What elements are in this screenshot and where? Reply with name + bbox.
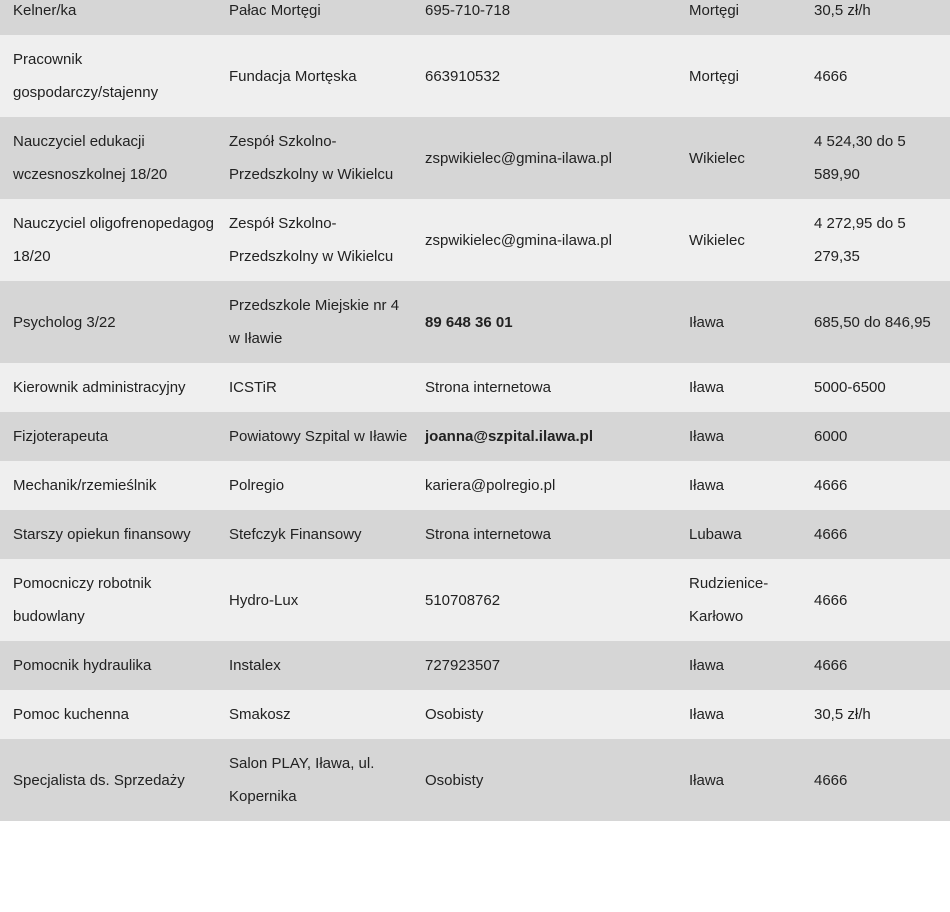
cell-position: Kierownik administracyjny [13,379,186,396]
cell-contact: Osobisty [425,706,484,723]
table-row [0,690,950,739]
cell-location: Rudzienice-Karłowo [689,575,769,625]
cell-location: Mortęgi [689,2,740,19]
cell-contact: Strona internetowa [425,379,551,396]
cell-position: Nauczyciel oligofrenopedagog 18/20 [13,215,214,265]
cell-employer: Stefczyk Finansowy [229,526,362,543]
cell-employer: Pałac Mortęgi [229,2,321,19]
table-row [0,510,950,559]
cell-location: Wikielec [689,149,745,167]
cell-position: Specjalista ds. Sprzedaży [13,771,185,789]
cell-location: Lubawa [689,526,742,543]
table-row [0,559,950,641]
cell-salary: 4666 [814,657,848,674]
cell-location: Iława [689,477,725,494]
cell-contact: 695-710-718 [425,2,511,19]
cell-salary: 4666 [814,526,848,543]
table-row [0,461,950,510]
table-row [0,363,950,412]
cell-employer: Przedszkole Miejskie nr 4 w Iławie [229,297,400,347]
cell-salary: 30,5 zł/h [814,706,871,723]
cell-position: Pomocnik hydraulika [13,657,152,674]
cell-position: Fizjoterapeuta [13,428,109,445]
cell-contact: Strona internetowa [425,526,551,543]
cell-salary: 5000-6500 [814,379,886,396]
table-row [0,412,950,461]
cell-contact: joanna@szpital.ilawa.pl [425,428,593,445]
cell-salary: 4666 [814,67,848,85]
cell-location: Iława [689,657,725,674]
cell-salary: 6000 [814,428,848,445]
cell-position: Mechanik/rzemieślnik [13,477,157,494]
table-row [0,0,950,35]
table-row [0,281,950,363]
cell-employer: Instalex [229,657,281,674]
cell-location: Iława [689,313,725,331]
cell-contact: Osobisty [425,771,484,789]
cell-position: Pomoc kuchenna [13,706,129,723]
cell-employer: Hydro-Lux [229,591,299,609]
table-row [0,199,950,281]
cell-employer: Salon PLAY, Iława, ul. Kopernika [229,755,375,805]
cell-salary: 4 272,95 do 5 279,35 [814,215,906,265]
cell-salary: 30,5 zł/h [814,2,871,19]
table-row [0,117,950,199]
cell-employer: Powiatowy Szpital w Iławie [229,428,408,445]
cell-contact: zspwikielec@gmina-ilawa.pl [425,149,612,167]
cell-employer: Zespół Szkolno-Przedszkolny w Wikielcu [229,215,394,265]
cell-salary: 4666 [814,771,848,789]
cell-location: Mortęgi [689,67,740,85]
cell-location: Wikielec [689,231,745,249]
cell-location: Iława [689,379,725,396]
cell-position: Pomocniczy robotnik budowlany [13,575,152,625]
cell-contact: 89 648 36 01 [425,313,513,331]
cell-salary: 685,50 do 846,95 [814,313,931,331]
cell-employer: Zespół Szkolno-Przedszkolny w Wikielcu [229,133,394,183]
cell-employer: ICSTiR [229,379,277,396]
cell-employer: Fundacja Mortęska [229,67,357,85]
cell-employer: Smakosz [229,706,291,723]
cell-contact: 663910532 [425,67,501,85]
cell-contact: 510708762 [425,591,501,609]
cell-position: Nauczyciel edukacji wczesnoszkolnej 18/20 [13,133,168,183]
cell-location: Iława [689,428,725,445]
table-row [0,35,950,117]
table-row [0,739,950,821]
table-row [0,641,950,690]
cell-employer: Polregio [229,477,285,494]
cell-position: Kelner/ka [13,2,77,19]
cell-position: Psycholog 3/22 [13,313,116,331]
cell-contact: zspwikielec@gmina-ilawa.pl [425,231,612,249]
cell-location: Iława [689,771,725,789]
cell-salary: 4666 [814,477,848,494]
cell-contact: kariera@polregio.pl [425,477,556,494]
cell-contact: 727923507 [425,657,501,674]
cell-salary: 4 524,30 do 5 589,90 [814,133,906,183]
cell-location: Iława [689,706,725,723]
cell-salary: 4666 [814,591,848,609]
cell-position: Starszy opiekun finansowy [13,526,191,543]
cell-position: Pracownik gospodarczy/stajenny [13,51,159,101]
